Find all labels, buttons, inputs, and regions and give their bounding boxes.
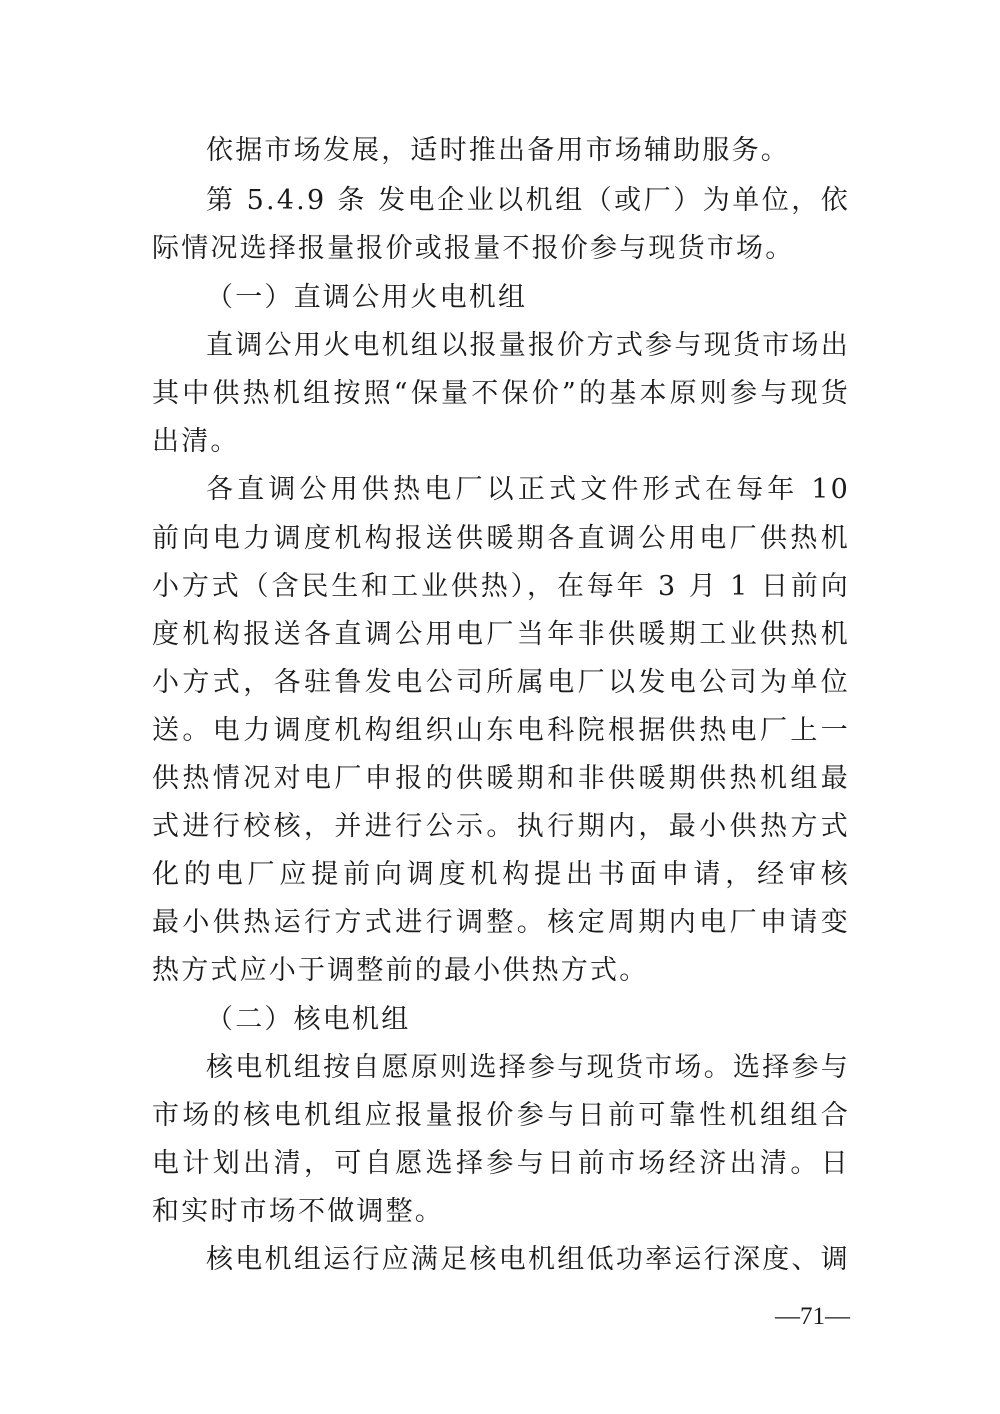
body-line: 出清。: [152, 426, 240, 457]
body-line: 核电机组按自愿原则选择参与现货市场。选择参与: [206, 1052, 850, 1083]
section-heading: （二）核电机组: [206, 1004, 411, 1035]
body-line: 际情况选择报量报价或报量不报价参与现货市场。: [152, 233, 795, 264]
body-line: 各直调公用供热电厂以正式文件形式在每年 10: [206, 474, 850, 505]
body-line: 供热情况对电厂申报的供暖期和非供暖期供热机组最: [152, 763, 850, 794]
body-line: 电计划出清，可自愿选择参与日前市场经济出清。日: [152, 1148, 850, 1179]
body-line: 和实时市场不做调整。: [152, 1196, 444, 1227]
body-line: 核电机组运行应满足核电机组低功率运行深度、调: [206, 1244, 850, 1275]
body-line: 前向电力调度机构报送供暖期各直调公用电厂供热机: [152, 523, 850, 554]
body-line: 小方式（含民生和工业供热），在每年 3 月 1 日前向: [152, 571, 850, 602]
body-line: 依据市场发展，适时推出备用市场辅助服务。: [206, 135, 790, 166]
body-line: 市场的核电机组应报量报价参与日前可靠性机组组合: [152, 1100, 850, 1131]
body-line: 直调公用火电机组以报量报价方式参与现货市场出: [206, 330, 850, 361]
body-line: 小方式，各驻鲁发电公司所属电厂以发电公司为单位: [152, 667, 850, 698]
body-line: 其中供热机组按照“保量不保价”的基本原则参与现货: [152, 378, 850, 409]
section-heading: （一）直调公用火电机组: [206, 282, 528, 313]
body-line: 最小供热运行方式进行调整。核定周期内电厂申请变: [152, 907, 850, 938]
body-line: 热方式应小于调整前的最小供热方式。: [152, 955, 649, 986]
body-line: 化的电厂应提前向调度机构提出书面申请，经审核: [152, 859, 850, 890]
body-line: 式进行校核，并进行公示。执行期内，最小供热方式: [152, 811, 850, 842]
body-line: 度机构报送各直调公用电厂当年非供暖期工业供热机: [152, 619, 850, 650]
body-line: 送。电力调度机构组织山东电科院根据供热电厂上一: [152, 715, 850, 746]
article-line: 第 5.4.9 条 发电企业以机组（或厂）为单位，依: [206, 185, 850, 216]
page-number: —71—: [775, 1303, 850, 1330]
